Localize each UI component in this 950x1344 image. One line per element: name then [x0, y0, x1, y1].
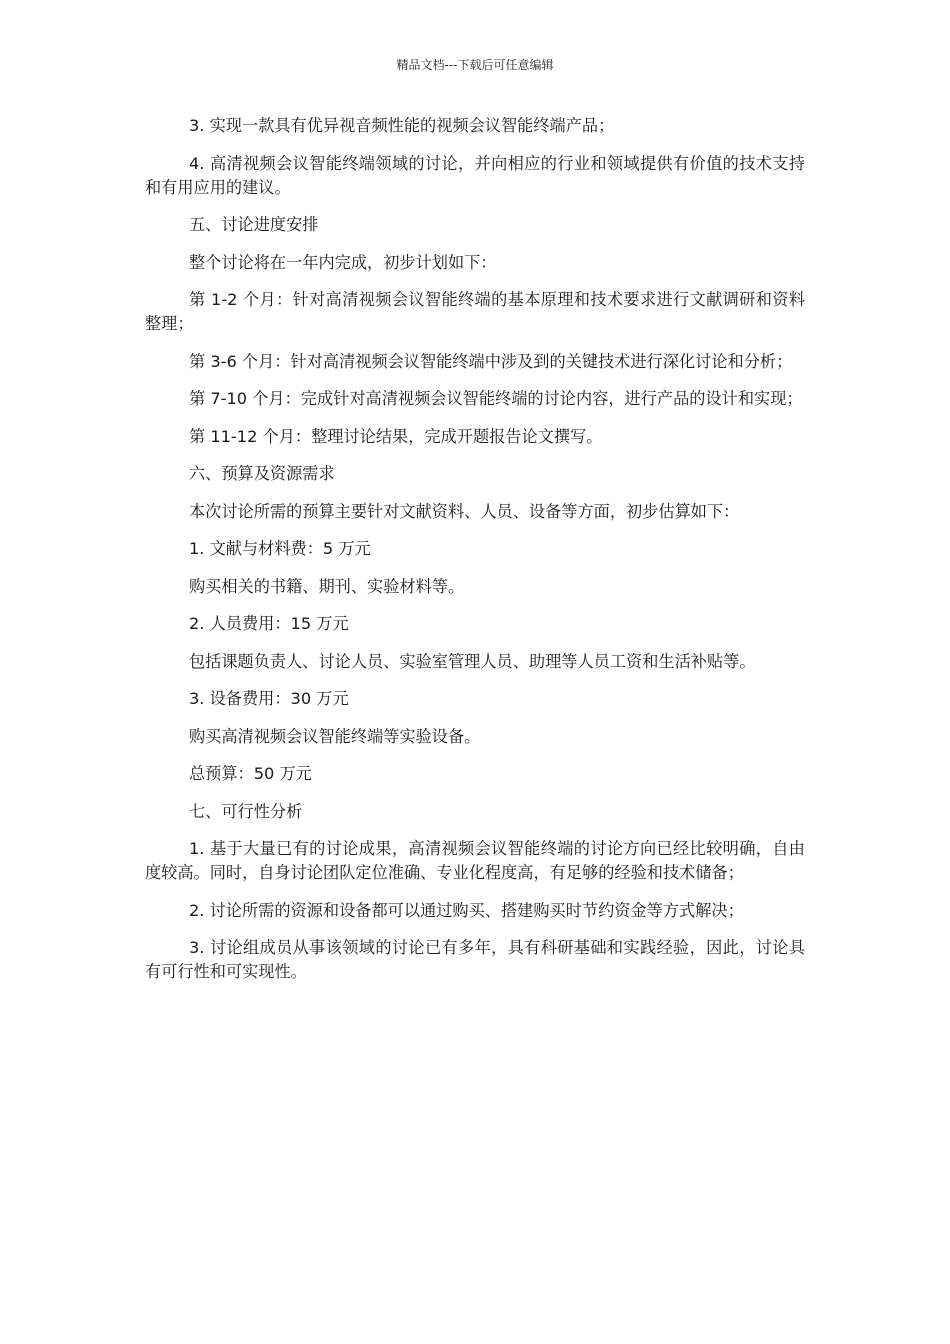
section-heading-schedule: 五、讨论进度安排	[189, 215, 319, 234]
budget-item-equipment: 3. 设备费用：30 万元	[189, 689, 349, 708]
paragraph-schedule-month-3-6: 第 3-6 个月：针对高清视频会议智能终端中涉及到的关键技术进行深化讨论和分析；	[189, 351, 793, 371]
budget-item-personnel: 2. 人员费用：15 万元	[189, 614, 349, 633]
paragraph-goal-4: 4. 高清视频会议智能终端领域的讨论，并向相应的行业和领域提供有价值的技术支持和有用应用的建议。	[145, 153, 805, 197]
budget-item-literature: 1. 文献与材料费：5 万元	[189, 539, 371, 558]
paragraph-schedule-month-1-2: 第 1-2 个月：针对高清视频会议智能终端的基本原理和技术要求进行文献调研和资料整理；	[145, 290, 805, 333]
paragraph-feasibility-2: 2. 讨论所需的资源和设备都可以通过购买、搭建购买时节约资金等方式解决；	[189, 900, 744, 920]
paragraph-budget-intro: 本次讨论所需的预算主要针对文献资料、人员、设备等方面，初步估算如下：	[189, 501, 740, 521]
paragraph-goal-3: 3. 实现一款具有优异视音频性能的视频会议智能终端产品；	[189, 116, 615, 135]
paragraph-feasibility-3: 3. 讨论组成员从事该领域的讨论已有多年，具有科研基础和实践经验，因此，讨论具有可行性和可实现性。	[145, 938, 805, 981]
budget-total: 总预算：50 万元	[189, 764, 312, 783]
paragraph-schedule-intro: 整个讨论将在一年内完成，初步计划如下：	[189, 252, 497, 272]
budget-item-literature-desc: 购买相关的书籍、期刊、实验材料等。	[189, 576, 465, 596]
page-header: 精品文档---下载后可任意编辑	[396, 58, 554, 72]
paragraph-schedule-month-11-12: 第 11-12 个月：整理讨论结果，完成开题报告论文撰写。	[189, 426, 603, 446]
document-body	[145, 114, 805, 998]
budget-item-equipment-desc: 购买高清视频会议智能终端等实验设备。	[189, 726, 481, 746]
paragraph-schedule-month-7-10: 第 7-10 个月：完成针对高清视频会议智能终端的讨论内容，进行产品的设计和实现；	[189, 389, 803, 408]
section-heading-budget: 六、预算及资源需求	[189, 464, 335, 483]
paragraph-feasibility-1: 1. 基于大量已有的讨论成果，高清视频会议智能终端的讨论方向已经比较明确，自由度较高。同时，自身讨论团队定位准确、专业化程度高，有足够的经验和技术储备；	[145, 839, 805, 882]
budget-item-personnel-desc: 包括课题负责人、讨论人员、实验室管理人员、助理等人员工资和生活补贴等。	[189, 651, 756, 671]
section-heading-feasibility: 七、可行性分析	[189, 801, 303, 821]
